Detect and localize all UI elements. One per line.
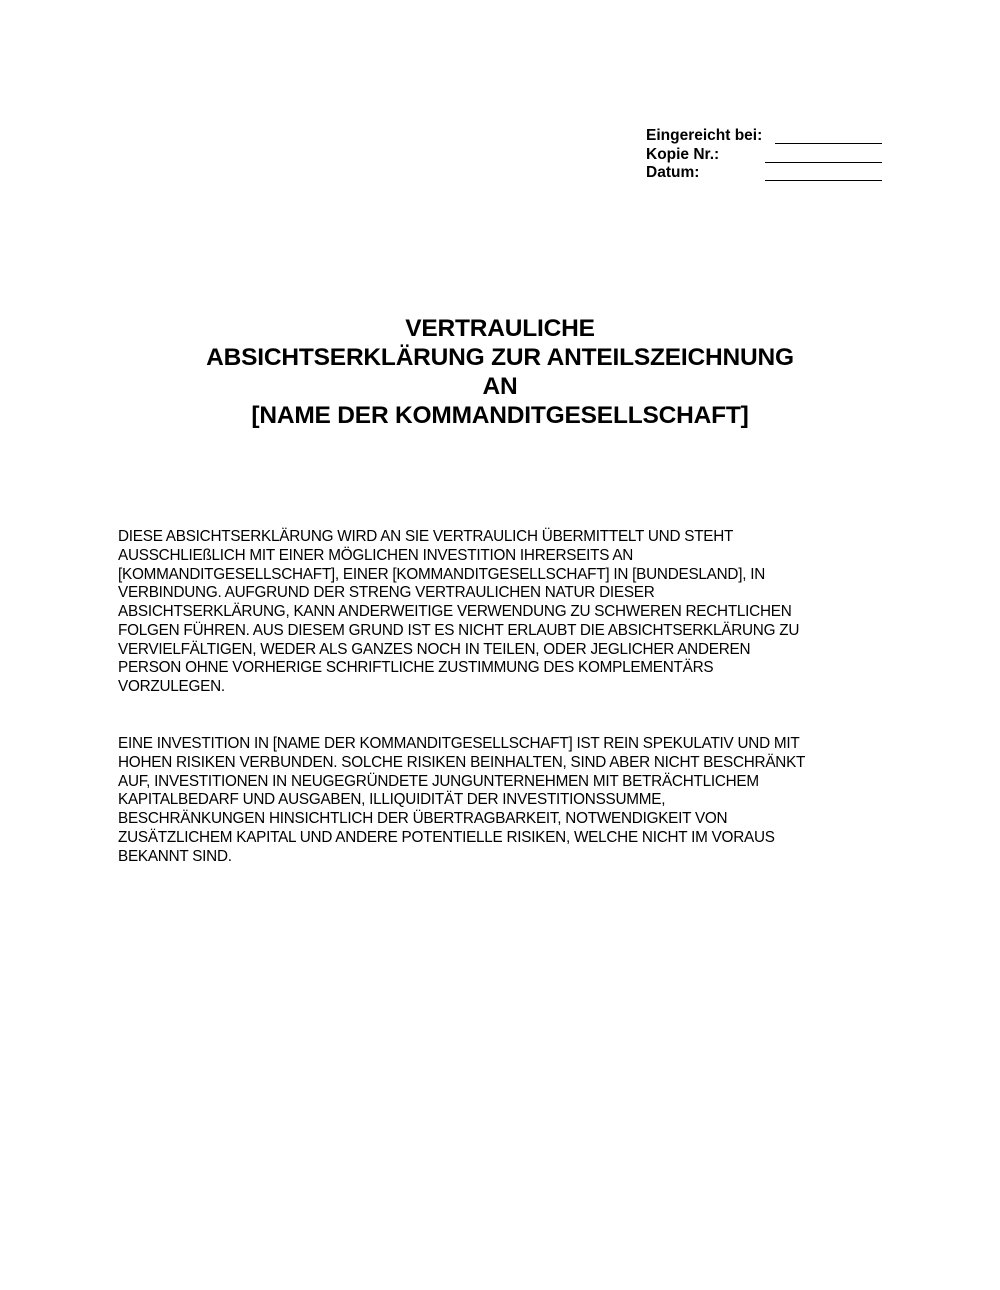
- title-line: [NAME DER KOMMANDITGESELLSCHAFT]: [251, 402, 749, 429]
- paragraph-line: ZUSÄTZLICHEM KAPITAL UND ANDERE POTENTIELLE RISIKEN, WELCHE NICHT IM VORAUS: [118, 828, 775, 846]
- paragraph-line: VERBINDUNG. AUFGRUND DER STRENG VERTRAULICHEN NATUR DIESER: [118, 584, 655, 602]
- paragraph-line: AUSSCHLIEßLICH MIT EINER MÖGLICHEN INVESTITION IHRERSEITS AN: [118, 546, 634, 564]
- copy-number-blank-line: [765, 162, 882, 163]
- paragraph-line: HOHEN RISIKEN VERBUNDEN. SOLCHE RISIKEN BEINHALTEN, SIND ABER NICHT BESCHRÄNKT: [118, 753, 806, 771]
- date-blank-line: [765, 180, 882, 181]
- submitted-to-blank-line: [775, 143, 882, 144]
- copy-number-label: Kopie Nr.:: [646, 145, 720, 163]
- title-line: AN: [482, 373, 518, 400]
- paragraph-line: [KOMMANDITGESELLSCHAFT], EINER [KOMMANDITGESELLSCHAFT] IN [BUNDESLAND], IN: [118, 565, 766, 583]
- paragraph-line: EINE INVESTITION IN [NAME DER KOMMANDITGESELLSCHAFT] IST REIN SPEKULATIV UND MIT: [118, 735, 800, 752]
- confidentiality-paragraph: [118, 528, 893, 697]
- title-line: VERTRAULICHE: [405, 315, 595, 342]
- title-line: ABSICHTSERKLÄRUNG ZUR ANTEILSZEICHNUNG: [206, 344, 794, 371]
- paragraph-line: PERSON OHNE VORHERIGE SCHRIFTLICHE ZUSTIMMUNG DES KOMPLEMENTÄRS: [118, 659, 714, 677]
- paragraph-line: VERVIELFÄLTIGEN, WEDER ALS GANZES NOCH IN TEILEN, ODER JEGLICHER ANDEREN: [118, 640, 751, 658]
- submitted-to-label: Eingereicht bei:: [646, 127, 763, 144]
- paragraph-line: FOLGEN FÜHREN. AUS DIESEM GRUND IST ES NICHT ERLAUBT DIE ABSICHTSERKLÄRUNG ZU: [118, 621, 800, 639]
- submission-info-block: [646, 127, 886, 183]
- date-field: [646, 164, 886, 183]
- paragraph-line: DIESE ABSICHTSERKLÄRUNG WIRD AN SIE VERTRAULICH ÜBERMITTELT UND STEHT: [118, 528, 734, 545]
- document-title: [0, 314, 1000, 430]
- paragraph-line: BESCHRÄNKUNGEN HINSICHTLICH DER ÜBERTRAGBARKEIT, NOTWENDIGKEIT VON: [118, 810, 728, 827]
- copy-number-field: [646, 146, 886, 165]
- paragraph-line: VORZULEGEN.: [118, 678, 225, 695]
- submitted-to-field: [646, 127, 886, 146]
- date-label: Datum:: [646, 164, 700, 181]
- risk-disclosure-paragraph: [118, 735, 893, 866]
- paragraph-line: KAPITALBEDARF UND AUSGABEN, ILLIQUIDITÄT DER INVESTITIONSSUMME,: [118, 791, 666, 809]
- paragraph-line: BEKANNT SIND.: [118, 847, 232, 865]
- paragraph-line: AUF, INVESTITIONEN IN NEUGEGRÜNDETE JUNGUNTERNEHMEN MIT BETRÄCHTLICHEM: [118, 772, 759, 790]
- paragraph-line: ABSICHTSERKLÄRUNG, KANN ANDERWEITIGE VERWENDUNG ZU SCHWEREN RECHTLICHEN: [118, 603, 792, 620]
